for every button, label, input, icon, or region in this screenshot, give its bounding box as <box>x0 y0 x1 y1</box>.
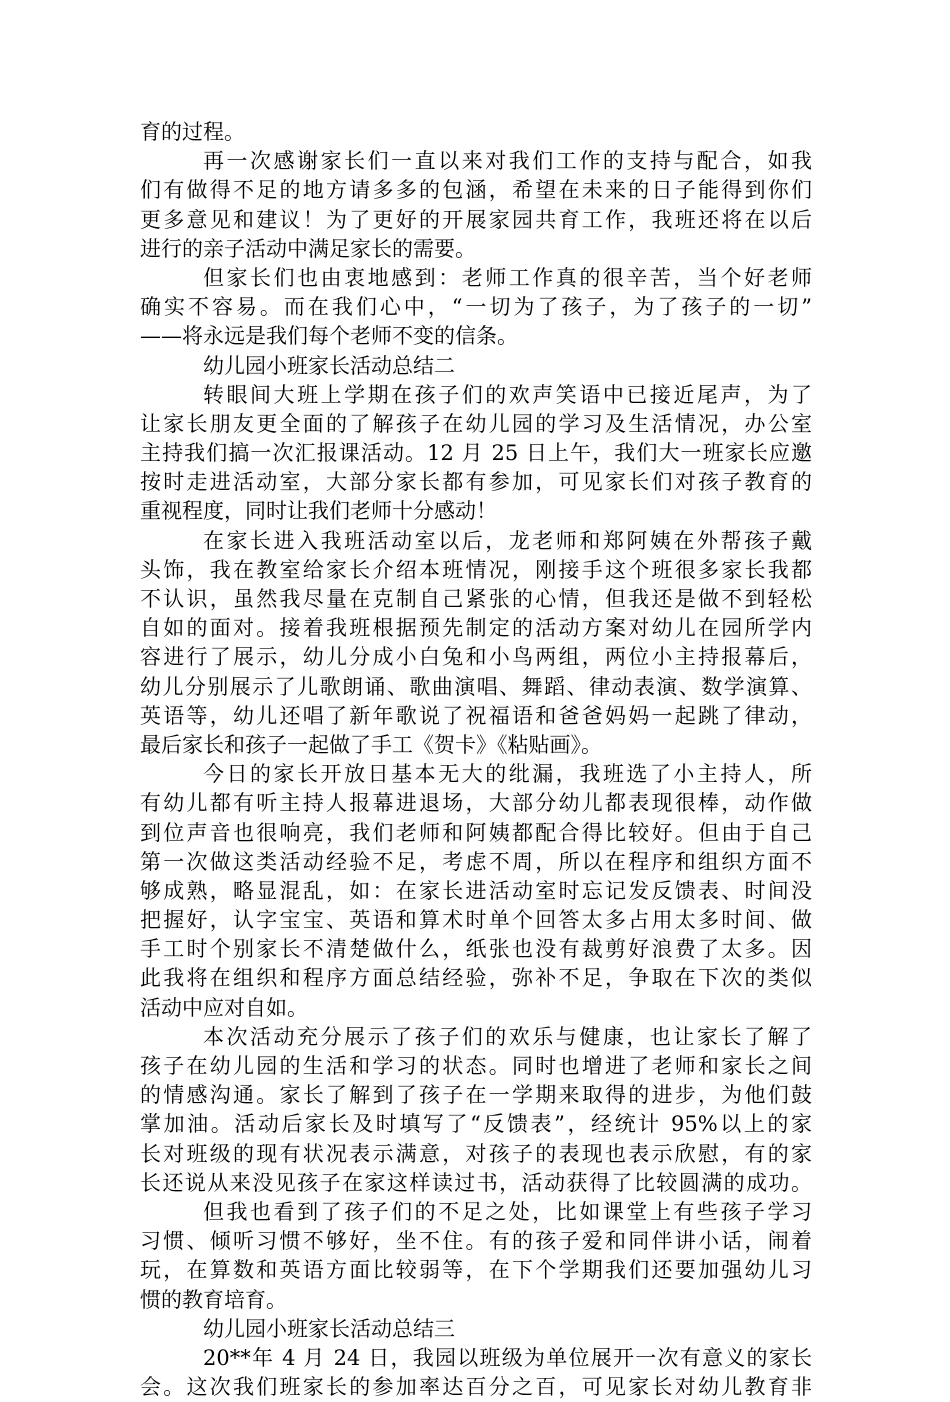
paragraph-line: 不认识，虽然我尽量在克制自己紧张的心情，但我还是做不到轻松 <box>140 587 812 611</box>
paragraph-line: 但我也看到了孩子们的不足之处，比如课堂上有些孩子学习 <box>203 1199 812 1224</box>
paragraph-line: 头饰，我在教室给家长介绍本班情况，刚接手这个班很多家长我都 <box>140 557 812 582</box>
paragraph-line: 在家长进入我班活动室以后，龙老师和郑阿姨在外帮孩子戴 <box>203 528 812 553</box>
paragraph-line: 20**年 4 月 24 日，我园以班级为单位展开一次有意义的家长 <box>203 1345 812 1370</box>
paragraph-line: 更多意见和建议！为了更好的开展家园共育工作，我班还将在以后 <box>140 207 812 232</box>
paragraph-line: 第一次做这类活动经验不足，考虑不周，所以在程序和组织方面不 <box>140 849 812 874</box>
paragraph-line: 够成熟，略显混乱，如：在家长进活动室时忘记发反馈表、时间没 <box>140 878 812 903</box>
paragraph-line: 最后家长和孩子一起做了手工《贺卡》《粘贴画》。 <box>140 732 602 757</box>
paragraph-line: 英语等，幼儿还唱了新年歌说了祝福语和爸爸妈妈一起跳了律动， <box>140 703 812 728</box>
paragraph-line: 们有做得不足的地方请多多的包涵，希望在未来的日子能得到你们 <box>140 178 812 203</box>
paragraph-line: 再一次感谢家长们一直以来对我们工作的支持与配合，如我 <box>203 149 812 174</box>
paragraph-line: 手工时个别家长不清楚做什么，纸张也没有裁剪好浪费了太多。因 <box>140 937 812 962</box>
paragraph-line: 让家长朋友更全面的了解孩子在幼儿园的学习及生活情况，办公室 <box>140 411 812 436</box>
paragraph-line: 长还说从来没见孩子在家这样读过书，活动获得了比较圆满的成功。 <box>140 1170 812 1195</box>
paragraph-line: 活动中应对自如。 <box>140 995 308 1020</box>
paragraph-line: 此我将在组织和程序方面总结经验，弥补不足，争取在下次的类似 <box>140 966 812 991</box>
paragraph-line: 玩，在算数和英语方面比较弱等，在下个学期我们还要加强幼儿习 <box>140 1258 812 1283</box>
paragraph-line: 本次活动充分展示了孩子们的欢乐与健康，也让家长了解了 <box>203 1024 812 1049</box>
paragraph-line: 掌加油。活动后家长及时填写了“反馈表”，经统计 95%以上的家 <box>140 1112 812 1137</box>
paragraph-line: 有幼儿都有听主持人报幕进退场，大部分幼儿都表现很棒，动作做 <box>140 791 812 816</box>
paragraph-line: 自如的面对。接着我班根据预先制定的活动方案对幼儿在园所学内 <box>140 616 812 641</box>
paragraph-line: 会。这次我们班家长的参加率达百分之百，可见家长对幼儿教育非 <box>140 1375 812 1400</box>
paragraph-line: 进行的亲子活动中满足家长的需要。 <box>140 236 476 261</box>
paragraph-line: 幼儿分别展示了儿歌朗诵、歌曲演唱、舞蹈、律动表演、数学演算、 <box>140 674 812 699</box>
paragraph-line: 确实不容易。而在我们心中，“一切为了孩子，为了孩子的一切” <box>140 295 812 320</box>
paragraph-line: 主持我们搞一次汇报课活动。12 月 25 日上午，我们大一班家长应邀 <box>140 441 812 466</box>
section-heading: 幼儿园小班家长活动总结三 <box>203 1316 455 1341</box>
section-heading: 幼儿园小班家长活动总结二 <box>203 353 455 378</box>
document-page <box>140 118 812 1402</box>
paragraph-line: 今日的家长开放日基本无大的纰漏，我班选了小主持人，所 <box>203 762 812 787</box>
paragraph-line: ——将永远是我们每个老师不变的信条。 <box>140 324 518 349</box>
paragraph-line: 长对班级的现有状况表示满意，对孩子的表现也表示欣慰，有的家 <box>140 1141 812 1166</box>
paragraph-line: 到位声音也很响亮，我们老师和阿姨都配合得比较好。但由于自己 <box>140 820 812 845</box>
paragraph-line: 把握好，认字宝宝、英语和算术时单个回答太多占用太多时间、做 <box>140 908 812 933</box>
paragraph-line: 的情感沟通。家长了解到了孩子在一学期来取得的进步，为他们鼓 <box>140 1083 812 1108</box>
paragraph-line: 重视程度，同时让我们老师十分感动！ <box>140 499 497 524</box>
paragraph-line: 孩子在幼儿园的生活和学习的状态。同时也增进了老师和家长之间 <box>140 1054 812 1078</box>
paragraph-line: 育的过程。 <box>140 120 245 144</box>
paragraph-line: 惯的教育培育。 <box>140 1287 287 1312</box>
paragraph-line: 容进行了展示，幼儿分成小白兔和小鸟两组，两位小主持报幕后， <box>140 645 812 670</box>
paragraph-line: 按时走进活动室，大部分家长都有参加，可见家长们对孩子教育的 <box>140 470 812 495</box>
paragraph-line: 转眼间大班上学期在孩子们的欢声笑语中已接近尾声，为了 <box>203 382 812 407</box>
paragraph-line: 习惯、倾听习惯不够好，坐不住。有的孩子爱和同伴讲小话，闹着 <box>140 1229 812 1254</box>
paragraph-line: 但家长们也由衷地感到：老师工作真的很辛苦，当个好老师 <box>203 265 812 290</box>
